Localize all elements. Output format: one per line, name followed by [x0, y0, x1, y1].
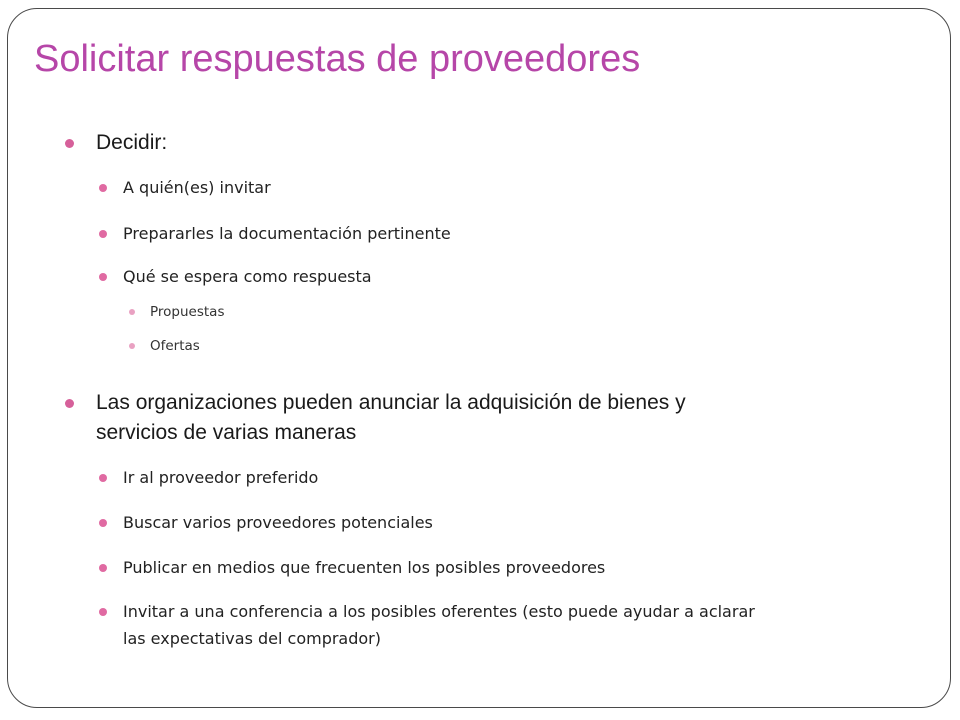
- bullet-dot-icon: [99, 519, 107, 527]
- bullet-ofertas: [150, 337, 200, 355]
- bullet-dot-icon: [129, 343, 135, 349]
- bullet-a-quien: [123, 173, 271, 203]
- bullet-ir-proveedor: [123, 463, 318, 493]
- bullet-dot-icon: [99, 273, 107, 281]
- bullet-text: Buscar varios proveedores potenciales: [123, 513, 433, 532]
- bullet-text: A quién(es) invitar: [123, 178, 271, 197]
- bullet-text: Qué se espera como respuesta: [123, 267, 372, 286]
- bullet-text-line1: Invitar a una conferencia a los posibles oferentes (esto puede ayudar a aclarar: [123, 602, 755, 621]
- slide-title: Solicitar respuestas de proveedores: [34, 38, 641, 80]
- bullet-text-line1: Las organizaciones pueden anunciar la adquisición de bienes y: [96, 391, 686, 414]
- bullet-organizaciones-continuation: [96, 420, 356, 446]
- bullet-text: Ir al proveedor preferido: [123, 468, 319, 487]
- bullet-invitar: [123, 597, 755, 627]
- bullet-dot-icon: [99, 608, 107, 616]
- bullet-text: Propuestas: [150, 304, 225, 320]
- bullet-text: Ofertas: [150, 338, 200, 354]
- bullet-text-line2: servicios de varias maneras: [96, 421, 357, 444]
- bullet-prepararles: [123, 219, 451, 249]
- bullet-text: Publicar en medios que frecuenten los posibles proveedores: [123, 558, 606, 577]
- bullet-text: Prepararles la documentación pertinente: [123, 224, 451, 243]
- bullet-buscar-varios: [123, 508, 433, 538]
- bullet-dot-icon: [99, 230, 107, 238]
- bullet-dot-icon: [99, 474, 107, 482]
- bullet-dot-icon: [99, 564, 107, 572]
- bullet-dot-icon: [65, 399, 74, 408]
- bullet-dot-icon: [129, 309, 135, 315]
- bullet-dot-icon: [99, 184, 107, 192]
- bullet-propuestas: [150, 303, 224, 321]
- bullet-dot-icon: [65, 139, 74, 148]
- bullet-invitar-continuation: [123, 624, 381, 654]
- bullet-publicar: [123, 553, 605, 583]
- bullet-que-se-espera: [123, 262, 372, 292]
- bullet-organizaciones: [96, 390, 686, 416]
- bullet-text: Decidir:: [96, 131, 168, 154]
- bullet-text-line2: las expectativas del comprador): [123, 629, 381, 648]
- bullet-decidir: [96, 130, 167, 156]
